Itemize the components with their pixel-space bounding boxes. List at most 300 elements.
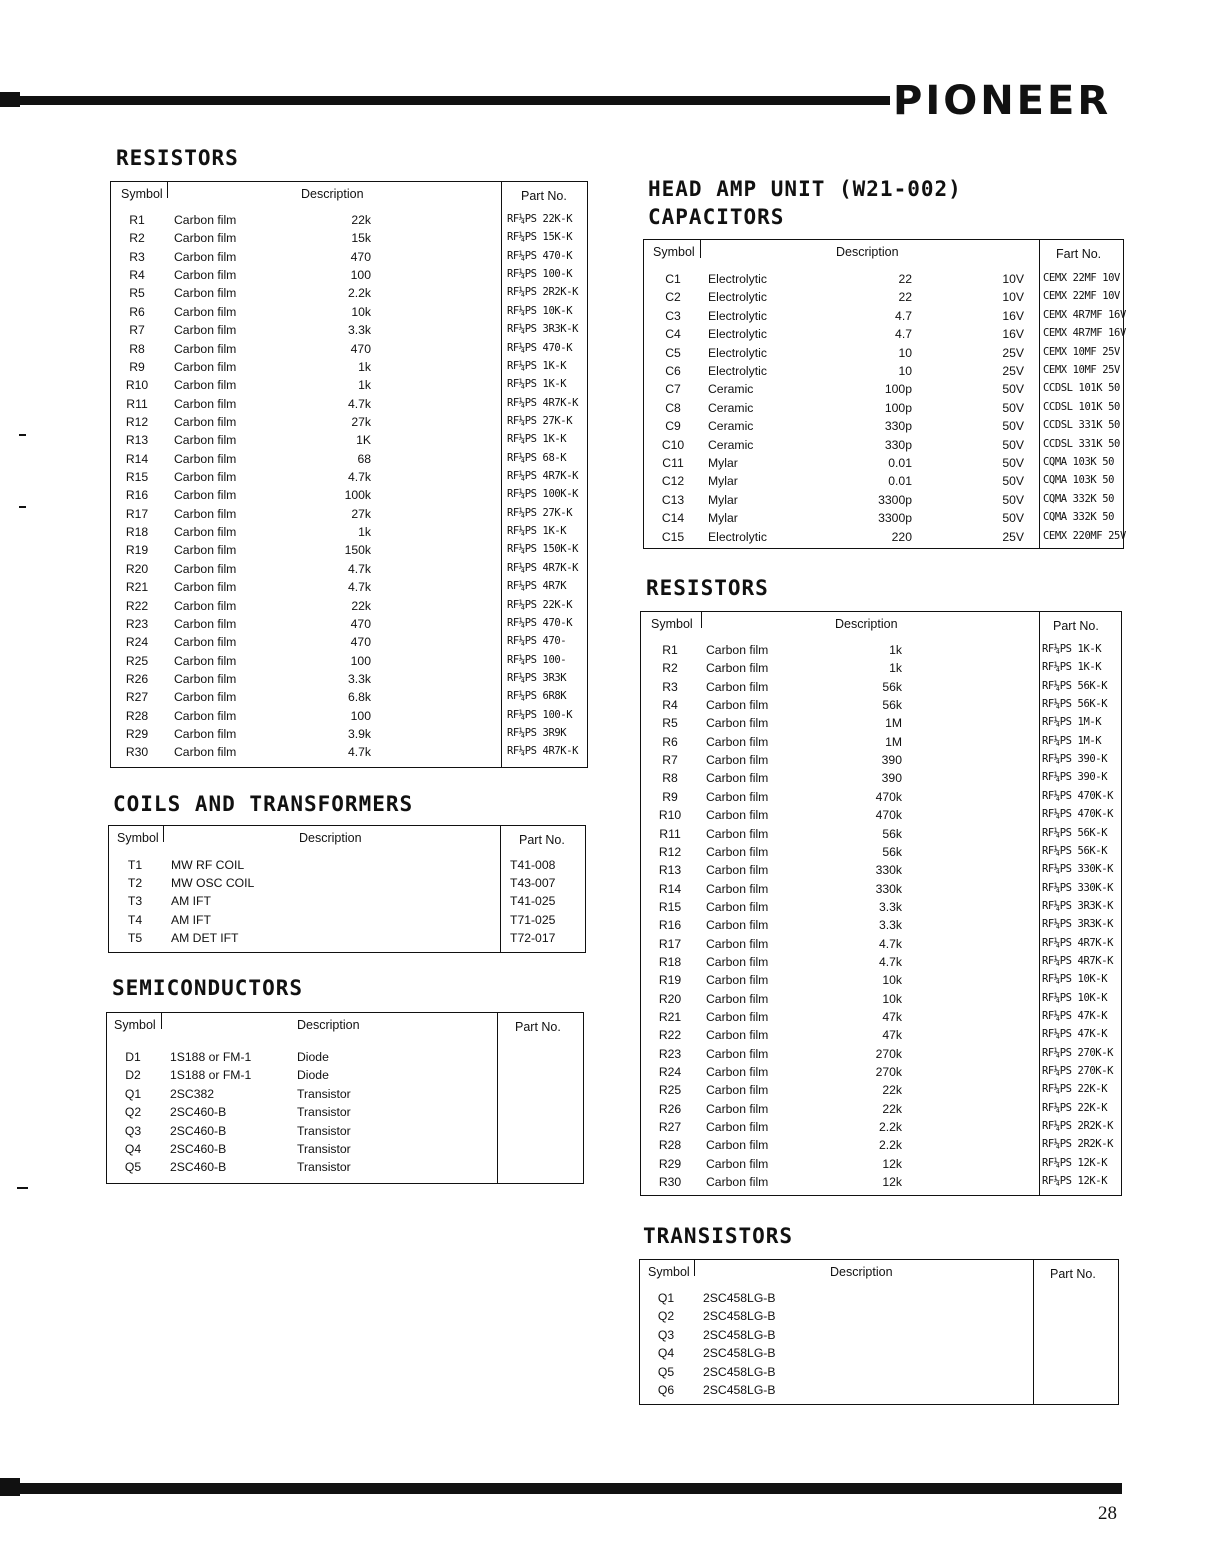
bottom-rule — [0, 1483, 1122, 1494]
divider — [694, 1260, 695, 1276]
value-cell: 1k — [889, 661, 902, 676]
symbol-cell: R20 — [125, 561, 149, 576]
part-number-cell: RF¼PS 270K-K — [1042, 1065, 1114, 1078]
table-row — [111, 525, 587, 543]
description-cell: Carbon film — [706, 679, 769, 694]
part-number-cell: RF¼PS 470K-K — [1042, 789, 1114, 802]
symbol-cell: R5 — [662, 716, 678, 731]
part-number-cell: CEMX 22MF 10V — [1043, 272, 1120, 284]
symbol-cell: R10 — [658, 808, 682, 823]
unit-title: HEAD AMP UNIT (W21-002) — [648, 177, 962, 201]
symbol-cell: C9 — [665, 419, 681, 434]
value-cell: 1k — [889, 643, 902, 657]
part-number-cell: RF¼PS 10K-K — [1042, 973, 1108, 986]
value-cell: 1K — [356, 433, 371, 448]
table-row — [111, 617, 587, 635]
part-number-cell: RF¼PS 150K-K — [507, 543, 579, 556]
transistors-table — [639, 1259, 1119, 1405]
table-row — [111, 452, 587, 470]
value-cell: 470 — [350, 249, 371, 264]
symbol-cell: R23 — [658, 1046, 682, 1061]
description-cell: Carbon film — [706, 991, 769, 1006]
symbol-cell: R28 — [125, 708, 149, 723]
value-cell: 22k — [351, 213, 371, 227]
table-row — [107, 1068, 583, 1086]
symbol-cell: R29 — [125, 727, 149, 742]
col-symbol: Symbol — [121, 187, 163, 201]
symbol-cell: C11 — [662, 456, 684, 470]
table-row — [641, 661, 1121, 679]
symbol-cell: Q3 — [657, 1327, 675, 1342]
description-cell: Carbon film — [174, 470, 237, 485]
value-cell: 3300p — [878, 492, 912, 507]
value-cell: 330k — [875, 881, 902, 896]
table-row — [641, 771, 1121, 789]
part-number-cell: RF¼PS 56K-K — [1042, 826, 1108, 839]
table-row — [111, 543, 587, 561]
bottom-rule-thin — [0, 1478, 20, 1496]
part-number-cell: CEMX 10MF 25V — [1043, 345, 1120, 358]
value-cell: 330p — [884, 419, 912, 434]
part-number-cell: RF¼PS 3R3K-K — [1042, 918, 1114, 931]
table-row — [644, 346, 1123, 364]
part-number-cell: RF¼PS 330K-K — [1042, 863, 1114, 876]
description-cell: Carbon film — [174, 598, 237, 613]
value-cell: 470 — [350, 341, 371, 356]
part-number-cell: CEMX 220MF 25V — [1043, 529, 1126, 542]
col-symbol: Symbol — [114, 1018, 156, 1032]
description-cell: Carbon film — [706, 1065, 769, 1080]
symbol-cell: Q4 — [124, 1142, 142, 1156]
description-cell: Carbon film — [174, 525, 237, 540]
table-row — [641, 808, 1121, 826]
part-number-cell: RF¼PS 1K-K — [507, 525, 567, 538]
symbol-cell: R26 — [125, 672, 149, 686]
description-cell: Carbon film — [706, 734, 769, 749]
symbol-cell: C7 — [665, 382, 681, 397]
table-row — [107, 1124, 583, 1142]
symbol-cell: Q6 — [657, 1383, 675, 1397]
description-cell: Electrolytic — [708, 272, 767, 286]
part-number-cell: RF¼PS 470- — [507, 635, 567, 648]
symbol-cell: R6 — [662, 734, 678, 749]
part-number-cell: RF¼PS 22K-K — [507, 598, 573, 611]
col-description: Description — [299, 831, 362, 845]
description-cell: Carbon film — [706, 661, 769, 676]
voltage-cell: 50V — [1002, 437, 1024, 452]
value-cell: 6.8k — [347, 690, 371, 705]
capacitors-title: CAPACITORS — [648, 205, 785, 229]
value-cell: 15k — [351, 231, 371, 246]
col-part-no: Part No. — [1050, 1267, 1096, 1281]
part-number-cell: RF¼PS 3R9K — [507, 727, 567, 740]
description-cell: Carbon film — [174, 488, 237, 503]
part-number-cell: T43-007 — [510, 876, 556, 891]
left-resistors-table — [110, 181, 588, 768]
description-cell: Carbon film — [174, 359, 237, 374]
part-number-cell: RF¼PS 1K-K — [1042, 661, 1102, 674]
symbol-cell: C3 — [665, 308, 681, 323]
symbol-cell: R1 — [662, 643, 678, 657]
value-cell: 470 — [350, 635, 371, 650]
description-cell: Carbon film — [174, 286, 237, 301]
part-number-cell: RF¼PS 1M-K — [1042, 734, 1102, 747]
table-row — [644, 419, 1123, 437]
divider — [700, 240, 701, 258]
table-row — [111, 690, 587, 708]
table-row — [641, 643, 1121, 661]
symbol-cell: R21 — [658, 1010, 682, 1024]
description-cell: Carbon film — [706, 863, 769, 878]
symbol-cell: R1 — [129, 213, 145, 227]
top-rule — [0, 96, 890, 105]
table-row — [641, 845, 1121, 863]
description-cell: Electrolytic — [708, 327, 767, 342]
symbol-cell: R4 — [129, 268, 145, 283]
part-number-cell: CQMA 332K 50 — [1043, 492, 1115, 505]
part-number-cell: RF¼PS 2R2K-K — [1042, 1120, 1114, 1133]
table-row — [107, 1160, 583, 1178]
symbol-cell: T1 — [127, 858, 143, 872]
symbol-cell: R18 — [125, 525, 149, 540]
symbol-cell: R14 — [658, 881, 682, 896]
part-number-cell: T41-008 — [510, 858, 556, 872]
table-row — [641, 1028, 1121, 1046]
symbol-cell: R8 — [662, 771, 678, 786]
symbol-cell: Q1 — [657, 1291, 675, 1305]
margin-mark — [19, 506, 26, 508]
table-row — [111, 672, 587, 690]
symbol-cell: T3 — [127, 894, 143, 909]
table-row — [641, 863, 1121, 881]
table-row — [641, 918, 1121, 936]
description-cell: Carbon film — [706, 1138, 769, 1153]
description-cell: MW RF COIL — [171, 858, 245, 872]
description-cell: Carbon film — [706, 844, 769, 859]
symbol-cell: R20 — [658, 991, 682, 1006]
part-number-cell: RF¼PS 470-K — [507, 616, 573, 629]
part-number-cell: RF¼PS 3R3K-K — [1042, 899, 1114, 912]
part-number-cell: CEMX 22MF 10V — [1043, 290, 1120, 303]
description-cell: Carbon film — [706, 954, 769, 969]
table-row — [644, 474, 1123, 492]
part-number-cell: RF¼PS 4R7K-K — [507, 745, 579, 758]
part-number-cell: RF¼PS 15K-K — [507, 231, 573, 244]
symbol-cell: T4 — [127, 912, 143, 927]
table-row — [111, 470, 587, 488]
voltage-cell: 50V — [1002, 419, 1024, 434]
description-cell: Mylar — [708, 474, 738, 489]
symbol-cell: R28 — [658, 1138, 682, 1153]
description-cell: Carbon film — [174, 451, 237, 466]
symbol-cell: R9 — [129, 359, 145, 374]
page-number: 28 — [1098, 1503, 1117, 1524]
part-number-cell: RF¼PS 22K-K — [1042, 1083, 1108, 1096]
value-cell: 0.01 — [888, 456, 912, 470]
value-cell: 10 — [898, 364, 912, 378]
description-cell: 2SC460-B — [170, 1105, 227, 1120]
value-cell: 12k — [882, 1175, 902, 1190]
table-row — [644, 529, 1126, 548]
value-cell: 150k — [344, 543, 371, 558]
description-cell: Carbon film — [706, 789, 769, 804]
description-cell: Mylar — [708, 456, 738, 470]
part-number-cell: RF¼PS 4R7K — [507, 580, 567, 593]
table-row — [111, 635, 587, 653]
value-cell: 100p — [884, 400, 912, 415]
symbol-cell: Q4 — [657, 1346, 675, 1361]
value-cell: 4.7 — [895, 308, 912, 323]
value-cell: 3.9k — [347, 727, 371, 742]
value-cell: 56k — [882, 844, 902, 859]
table-row — [109, 858, 585, 876]
description-cell: Carbon film — [706, 1101, 769, 1116]
type-cell: Diode — [297, 1050, 329, 1064]
value-cell: 390 — [881, 771, 902, 786]
part-number-cell: RF¼PS 330K-K — [1042, 881, 1114, 894]
symbol-cell: R18 — [658, 954, 682, 969]
part-number-cell: CQMA 332K 50 — [1043, 511, 1115, 524]
table-row — [644, 364, 1123, 382]
value-cell: 100 — [350, 653, 371, 668]
part-number-cell: RF¼PS 4R7K-K — [1042, 936, 1114, 949]
table-row — [107, 1142, 583, 1160]
symbol-cell: R30 — [125, 745, 149, 760]
table-row — [111, 305, 587, 323]
part-number-cell: RF¼PS 1M-K — [1042, 716, 1102, 729]
symbol-cell: R6 — [129, 304, 145, 319]
table-row — [641, 1047, 1121, 1065]
description-cell: Carbon film — [174, 323, 237, 338]
table-row — [111, 415, 587, 433]
value-cell: 22 — [898, 290, 912, 305]
part-number-cell: RF¼PS 12K-K — [1042, 1175, 1108, 1188]
value-cell: 4.7k — [347, 470, 371, 485]
symbol-cell: R27 — [658, 1120, 682, 1135]
description-cell: 2SC458LG-B — [703, 1309, 776, 1324]
voltage-cell: 50V — [1002, 492, 1024, 507]
table-row — [641, 937, 1121, 955]
part-number-cell: CCDSL 331K 50 — [1043, 419, 1120, 432]
value-cell: 0.01 — [888, 474, 912, 489]
part-number-cell: T72-017 — [510, 930, 556, 945]
divider — [701, 612, 702, 628]
table-row — [644, 493, 1123, 511]
part-number-cell: RF¼PS 4R7K-K — [1042, 954, 1114, 967]
table-row — [111, 488, 587, 506]
value-cell: 4.7k — [347, 580, 371, 595]
description-cell: 2SC382 — [170, 1086, 215, 1101]
symbol-cell: R29 — [658, 1156, 682, 1171]
description-cell: MW OSC COIL — [171, 876, 255, 891]
table-row — [641, 992, 1121, 1010]
symbol-cell: C1 — [665, 272, 681, 286]
description-cell: Electrolytic — [708, 364, 767, 378]
part-number-cell: CEMX 10MF 25V — [1043, 364, 1120, 376]
symbol-cell: R13 — [658, 863, 682, 878]
table-row — [107, 1105, 583, 1123]
symbol-cell: R2 — [129, 231, 145, 246]
value-cell: 12k — [882, 1156, 902, 1171]
part-number-cell: CCDSL 331K 50 — [1043, 437, 1120, 450]
table-row — [111, 286, 587, 304]
symbol-cell: R3 — [129, 249, 145, 264]
value-cell: 4.7k — [347, 561, 371, 576]
description-cell: Carbon film — [706, 973, 769, 988]
symbol-cell: Q2 — [124, 1105, 142, 1120]
description-cell: Carbon film — [174, 708, 237, 723]
voltage-cell: 10V — [1002, 290, 1024, 305]
value-cell: 100k — [344, 488, 371, 503]
table-row — [641, 1138, 1121, 1156]
symbol-cell: C10 — [661, 437, 685, 452]
symbol-cell: C5 — [665, 345, 681, 360]
value-cell: 1k — [358, 378, 371, 393]
symbol-cell: C15 — [661, 529, 685, 544]
table-row — [111, 342, 587, 360]
symbol-cell: R9 — [662, 789, 678, 804]
table-row — [641, 1065, 1121, 1083]
value-cell: 390 — [881, 753, 902, 768]
col-part-no: Part No. — [1053, 619, 1099, 633]
description-cell: Carbon film — [706, 808, 769, 823]
transistors-title: TRANSISTORS — [643, 1224, 794, 1248]
symbol-cell: R15 — [658, 899, 682, 914]
symbol-cell: R17 — [658, 936, 682, 951]
value-cell: 3.3k — [878, 918, 902, 933]
table-row — [109, 913, 585, 931]
value-cell: 22k — [882, 1101, 902, 1116]
table-row — [641, 973, 1121, 991]
part-number-cell: RF¼PS 12K-K — [1042, 1156, 1108, 1169]
description-cell: Carbon film — [174, 543, 237, 558]
value-cell: 4.7k — [878, 936, 902, 951]
symbol-cell: R11 — [659, 826, 681, 841]
table-row — [111, 654, 587, 672]
table-row — [111, 323, 587, 341]
type-cell: Transistor — [297, 1105, 351, 1120]
value-cell: 10k — [882, 991, 902, 1006]
part-number-cell: RF¼PS 4R7K-K — [507, 470, 579, 483]
value-cell: 22 — [898, 272, 912, 286]
description-cell: Electrolytic — [708, 529, 767, 544]
description-cell: Carbon film — [174, 653, 237, 668]
col-description: Description — [301, 187, 364, 201]
divider — [167, 182, 168, 198]
symbol-cell: C6 — [665, 364, 681, 378]
description-cell: Carbon film — [174, 341, 237, 356]
col-part-no: Fart No. — [1056, 247, 1102, 261]
col-symbol: Symbol — [648, 1265, 690, 1279]
table-row — [109, 876, 585, 894]
description-cell: Carbon film — [174, 672, 237, 686]
description-cell: Electrolytic — [708, 308, 767, 323]
semiconductors-title: SEMICONDUCTORS — [112, 976, 304, 1000]
description-cell: Carbon film — [706, 1120, 769, 1135]
symbol-cell: R19 — [658, 973, 682, 988]
description-cell: 1S188 or FM-1 — [170, 1050, 252, 1064]
description-cell: Carbon film — [174, 396, 237, 411]
symbol-cell: R5 — [129, 286, 145, 301]
table-row — [641, 1010, 1121, 1028]
description-cell: Carbon film — [706, 881, 769, 896]
description-cell: AM IFT — [171, 912, 211, 927]
value-cell: 3.3k — [878, 899, 902, 914]
value-cell: 470k — [875, 789, 902, 804]
type-cell: Diode — [297, 1068, 329, 1083]
value-cell: 100 — [350, 268, 371, 283]
part-number-cell: CCDSL 101K 50 — [1043, 400, 1120, 413]
table-row — [644, 272, 1123, 290]
table-row — [641, 1102, 1121, 1120]
symbol-cell: R13 — [125, 433, 149, 448]
table-row — [111, 709, 587, 727]
description-cell: Ceramic — [708, 400, 754, 415]
description-cell: Carbon film — [174, 690, 237, 705]
table-row — [111, 231, 587, 249]
value-cell: 47k — [882, 1010, 902, 1024]
table-row — [644, 327, 1126, 345]
value-cell: 4.7 — [895, 327, 912, 342]
voltage-cell: 50V — [1002, 400, 1024, 415]
description-cell: Carbon film — [706, 918, 769, 933]
right-resistors-table — [640, 611, 1122, 1196]
table-row — [640, 1291, 1118, 1309]
description-cell: Carbon film — [706, 1175, 769, 1190]
right-resistors-title: RESISTORS — [646, 576, 769, 600]
voltage-cell: 50V — [1002, 382, 1024, 397]
part-number-cell: RF¼PS 56K-K — [1042, 698, 1108, 711]
table-row — [111, 213, 587, 231]
part-number-cell: T71-025 — [510, 912, 556, 927]
description-cell: 2SC458LG-B — [703, 1364, 776, 1379]
value-cell: 47k — [882, 1028, 902, 1043]
table-row — [111, 599, 587, 617]
value-cell: 3.3k — [347, 323, 371, 338]
symbol-cell: C14 — [661, 511, 685, 526]
voltage-cell: 16V — [1002, 308, 1024, 323]
description-cell: Carbon film — [174, 378, 237, 393]
voltage-cell: 50V — [1002, 474, 1024, 489]
table-row — [644, 401, 1123, 419]
symbol-cell: R19 — [125, 543, 149, 558]
table-row — [641, 735, 1121, 753]
description-cell: Mylar — [708, 492, 738, 507]
table-row — [641, 753, 1121, 771]
col-part-no: Part No. — [515, 1020, 561, 1034]
value-cell: 100 — [350, 708, 371, 723]
part-number-cell: RF¼PS 470-K — [507, 341, 573, 354]
part-number-cell: RF¼PS 56K-K — [1042, 679, 1108, 692]
voltage-cell: 50V — [1002, 511, 1024, 526]
col-symbol: Symbol — [117, 831, 159, 845]
value-cell: 2.2k — [347, 286, 371, 301]
description-cell: Carbon film — [706, 716, 769, 731]
value-cell: 3.3k — [347, 672, 371, 686]
coils-title: COILS AND TRANSFORMERS — [113, 792, 414, 816]
value-cell: 10k — [882, 973, 902, 988]
symbol-cell: C4 — [665, 327, 681, 342]
symbol-cell: C12 — [661, 474, 685, 489]
table-row — [641, 827, 1121, 845]
value-cell: 4.7k — [347, 745, 371, 760]
value-cell: 100p — [884, 382, 912, 397]
table-row — [641, 1157, 1121, 1175]
symbol-cell: R27 — [125, 690, 149, 705]
voltage-cell: 10V — [1002, 272, 1024, 286]
table-row — [641, 790, 1121, 808]
description-cell: Mylar — [708, 511, 738, 526]
